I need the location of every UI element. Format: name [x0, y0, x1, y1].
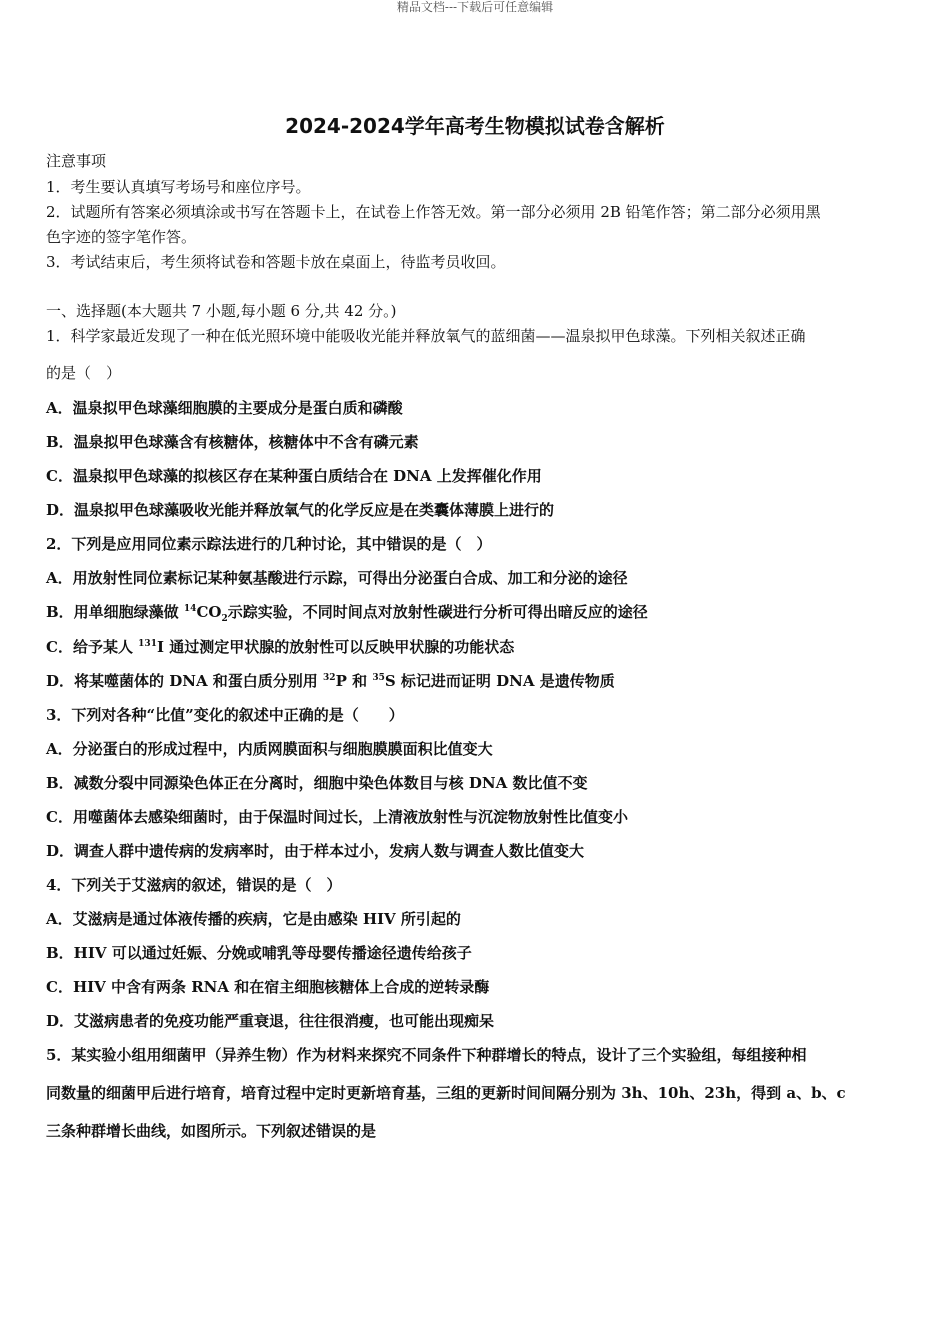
question-2-option-c: C．给予某人 $^{131}$I 通过测定甲状腺的放射性可以反映甲状腺的功能状态 [46, 638, 515, 656]
question-3-option-c: C．用噬菌体去感染细菌时，由于保温时间过长，上清液放射性与沉淀物放射性比值变小 [46, 808, 628, 826]
question-1-option-d: D．温泉拟甲色球藻吸收光能并释放氧气的化学反应是在类囊体薄膜上进行的 [46, 501, 555, 519]
question-4-option-a: A．艾滋病是通过体液传播的疾病，它是由感染 HIV 所引起的 [46, 910, 461, 928]
question-5-stem-cont: 三条种群增长曲线，如图所示。下列叙述错误的是 [46, 1122, 377, 1140]
question-5-stem-cont: 同数量的细菌甲后进行培育，培育过程中定时更新培育基，三组的更新时间间隔分别为 3h、10h、23h，得到 a、b、c [46, 1084, 846, 1102]
question-4-option-b: B．HIV 可以通过妊娠、分娩或哺乳等母婴传播途径遗传给孩子 [46, 944, 472, 962]
question-1-stem: 1．科学家最近发现了一种在低光照环境中能吸收光能并释放氧气的蓝细菌——温泉拟甲色球藻。下列相关叙述正确 [46, 327, 806, 345]
notice-item: 3．考试结束后，考生须将试卷和答题卡放在桌面上，待监考员收回。 [46, 253, 506, 271]
question-3-option-a: A．分泌蛋白的形成过程中，内质网膜面积与细胞膜膜面积比值变大 [46, 740, 493, 758]
question-1-option-b: B．温泉拟甲色球藻含有核糖体，核糖体中不含有磷元素 [46, 433, 419, 451]
question-1-option-c: C．温泉拟甲色球藻的拟核区存在某种蛋白质结合在 DNA 上发挥催化作用 [46, 467, 542, 485]
question-2-option-d: D．将某噬菌体的 DNA 和蛋白质分别用 $^{32}$P 和 $^{35}$S 标记进而证明 DNA 是遗传物质 [46, 672, 615, 690]
question-3-option-b: B．减数分裂中同源染色体正在分离时，细胞中染色体数目与核 DNA 数比值不变 [46, 774, 588, 792]
question-3-option-d: D．调查人群中遗传病的发病率时，由于样本过小，发病人数与调查人数比值变大 [46, 842, 585, 860]
section-heading: 一、选择题(本大题共 7 小题,每小题 6 分,共 42 分。) [46, 302, 397, 320]
question-2-option-a: A．用放射性同位素标记某种氨基酸进行示踪，可得出分泌蛋白合成、加工和分泌的途径 [46, 569, 628, 587]
question-1-option-a: A．温泉拟甲色球藻细胞膜的主要成分是蛋白质和磷酸 [46, 399, 403, 417]
question-2-stem: 2．下列是应用同位素示踪法进行的几种讨论，其中错误的是（ ） [46, 535, 492, 553]
question-4-stem: 4．下列关于艾滋病的叙述，错误的是（ ） [46, 876, 342, 894]
question-4-option-d: D．艾滋病患者的免疫功能严重衰退，往往很消瘦，也可能出现痴呆 [46, 1012, 495, 1030]
page-title: 2024-2024学年高考生物模拟试卷含解析 [285, 114, 665, 138]
notice-item: 2．试题所有答案必须填涂或书写在答题卡上，在试卷上作答无效。第一部分必须用 2B 铅笔作答；第二部分必须用黑 [46, 203, 821, 221]
question-5-stem: 5．某实验小组用细菌甲（异养生物）作为材料来探究不同条件下种群增长的特点，设计了三个实验组，每组接种相 [46, 1046, 807, 1064]
question-1-stem-cont: 的是（ ） [46, 364, 122, 382]
header-note: 精品文档---下载后可任意编辑 [396, 0, 554, 14]
notice-item: 1．考生要认真填写考场号和座位序号。 [46, 178, 311, 196]
question-4-option-c: C．HIV 中含有两条 RNA 和在宿主细胞核糖体上合成的逆转录酶 [46, 978, 490, 996]
notice-heading: 注意事项 [46, 152, 107, 170]
question-3-stem: 3．下列对各种“比值”变化的叙述中正确的是（ ） [46, 706, 404, 724]
question-2-option-b: B．用单细胞绿藻做 $^{14}CO_2$示踪实验，不同时间点对放射性碳进行分析可得出暗反应的途径 [46, 603, 648, 624]
notice-item: 色字迹的签字笔作答。 [46, 228, 197, 246]
